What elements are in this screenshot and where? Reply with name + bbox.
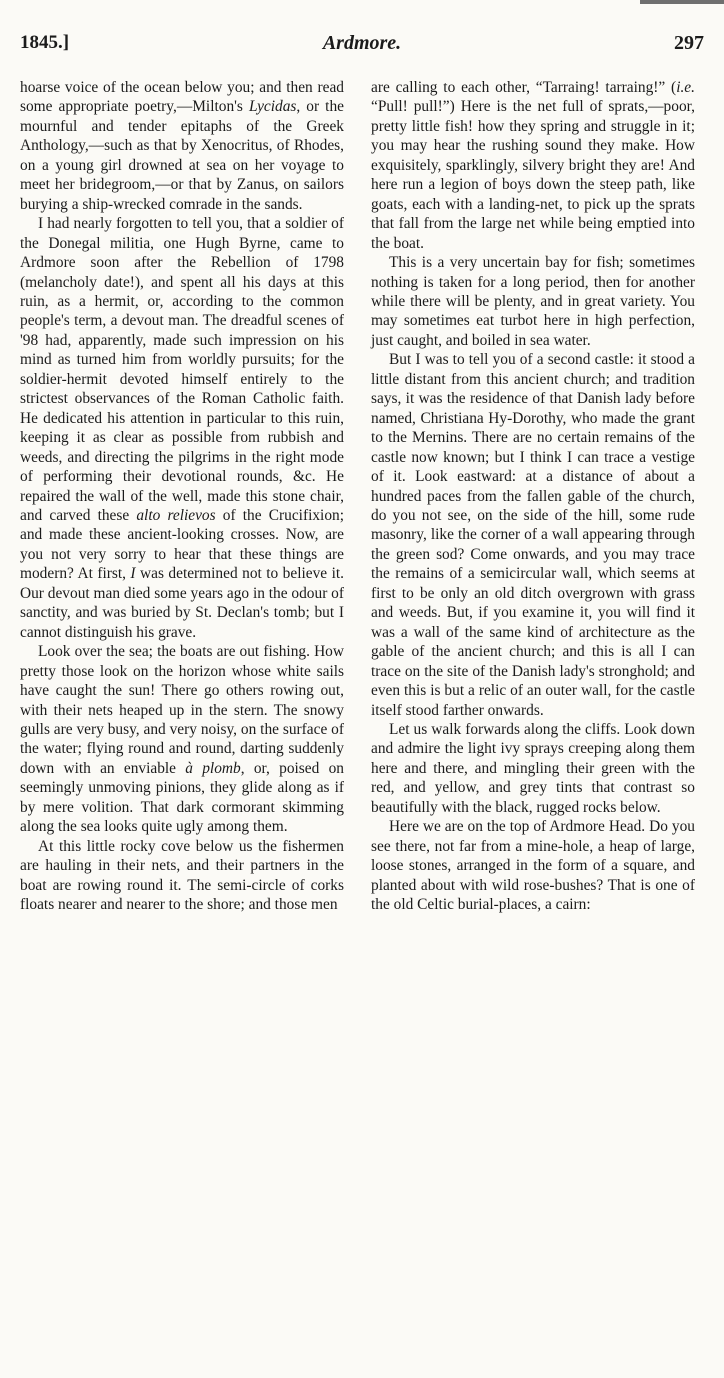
paragraph-hermit: I had nearly forgotten to tell you, that a soldier of the Donegal militia, one Hugh Byrne, came to Ardmore soon after the Rebellion of 1798 (melancholy date!), and spent all his days at this ruin, as a hermit, or, according to the common people's term, a devout man. The dreadful scenes of '98 had, apparently, made such impression on his mind as turned him from worldly pursuits; for the soldier-hermit devoted himself entirely to the strictest observances of the Roman Catholic faith. He dedicated his attention in particular to this ruin, keeping it as clear as possible from rubbish and weeds, and directing the pilgrims in the right mode of performing their devotional rounds, &c. He repaired the wall of the well, made this stone chair, and carved these alto relievos of the Crucifixion; and made these ancient-looking crosses. Now, are you not very sorry to hear that these things are modern? At first, I was determined not to believe it. Our devout man died some years ago in the odour of sanctity, and was buried by St. Declan's tomb; but I cannot distinguish his grave. [20,215,344,641]
paragraph-cove: At this little rocky cove below us the fishermen are hauling in their nets, and their partners in the boat are rowing round it. The semi-circle of corks floats nearer and nearer to the shore; and those men [20,837,344,914]
paragraph-lycidas: hoarse voice of the ocean below you; and then read some appropriate poetry,—Milton's Lycidas, or the mournful and tender epitaphs of the Greek Anthology,—such as that by Xenocritus, of Rhodes, on a young girl drowned at sea on her voyage to meet her bridegroom,—or that by Zanus, on sailors burying a ship-wrecked comrade in the sands. [20,79,344,213]
left-column [20,78,344,914]
paragraph-bay: This is a very uncertain bay for fish; sometimes nothing is taken for a long period, then for another while there will be plenty, and in great variety. You may sometimes eat turbot here in high perfection, just caught, and boiled in sea water. [371,254,695,349]
page-number: 297 [674,32,704,54]
paragraph-castle: But I was to tell you of a second castle: it stood a little distant from this ancient church; and tradition says, it was the residence of that Danish lady before named, Christiana Hy-Dorothy, who made the grant to the Mernins. There are no certain remains of the castle now known; but I think I can trace a vestige of it. Look eastward: at a distance of about a hundred paces from the fallen gable of the church, do you not see, on the side of the hill, some rude masonry, like the corner of a wall appearing through the green sod? Come onwards, and you may trace the remains of a semicircular wall, which seems at first to be only an old ditch overgrown with grass and weeds. But, if you examine it, you will find it was a wall of the same kind of architecture as the gable of the ancient church; and this is all I can trace on the site of the Danish lady's stronghold; and even this is but a relic of an outer wall, for the castle itself stood farther onwards. [371,351,695,719]
paragraph-sprats: are calling to each other, “Tarraing! tarraing!” (i.e. “Pull! pull!”) Here is the net full of sprats,—poor, pretty little fish! how they spring and struggle in it; you may hear the rushing sound they make. How exquisitely, sparklingly, silvery bright they are! And here run a legion of boys down the steep path, like goats, each with a landing-net, to pick up the sprats that fall from the large net while being emptied into the boat. [371,79,695,252]
paragraph-cliffs: Let us walk forwards along the cliffs. Look down and admire the light ivy sprays creeping along them here and there, and mingling their green with the red, and yellow, and grey tints that contrast so beautifully with the black, rugged rocks below. [371,720,695,816]
paragraph-ardmore-head: Here we are on the top of Ardmore Head. Do you see there, not far from a mine-hole, a heap of large, loose stones, arranged in the form of a square, and planted about with wild rose-bushes? That is one of the old Celtic burial-places, a cairn: [371,818,695,914]
header-title: Ardmore. [322,32,402,54]
right-column [371,78,695,914]
top-edge-rule [640,0,724,4]
running-header [20,12,704,52]
header-year: 1845.] [20,32,70,53]
paragraph-sea: Look over the sea; the boats are out fishing. How pretty those look on the horizon whose white sails have caught the sun! There go others rowing out, with their nets heaped up in the stern. The snowy gulls are very busy, and very noisy, on the surface of the water; flying round and round, darting suddenly down with an enviable à plomb, or, poised on seemingly unmoving pinions, they glide along as if by mere volition. That dark cormorant skimming along the sea looks quite ugly among them. [20,643,344,836]
